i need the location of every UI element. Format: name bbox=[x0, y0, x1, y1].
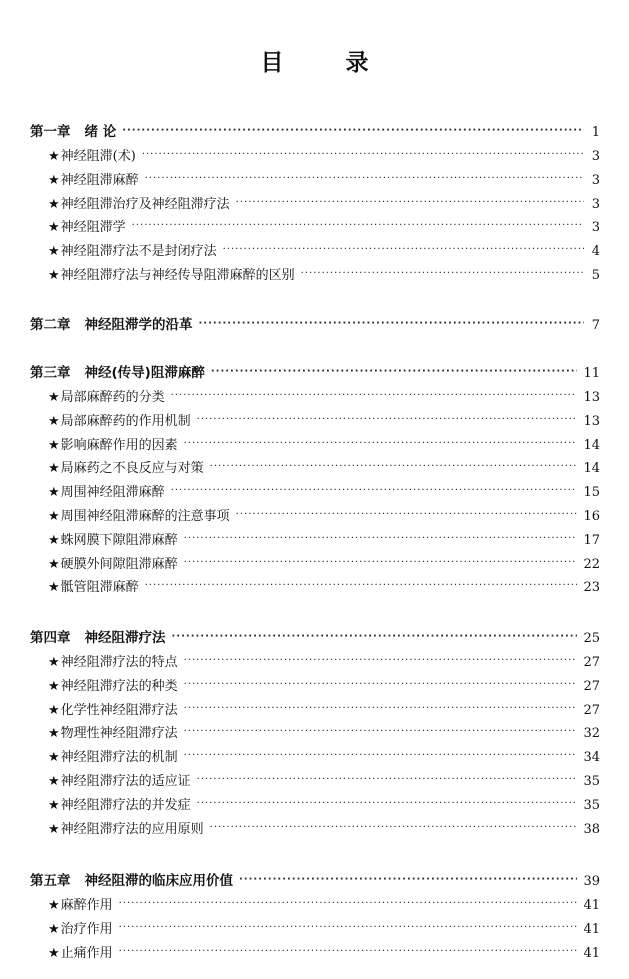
toc-chapter-row[interactable] bbox=[30, 626, 600, 646]
star-icon: ★ bbox=[48, 220, 60, 236]
entry-title: 周围神经阻滞麻醉的注意事项 bbox=[60, 509, 230, 524]
entry-title: 神经阻滞疗法与神经传导阻滞麻醉的区别 bbox=[60, 268, 295, 283]
leader-dots bbox=[210, 462, 578, 472]
entry-label bbox=[48, 145, 136, 164]
entry-label bbox=[48, 675, 178, 694]
toc-chapter-row[interactable] bbox=[30, 313, 600, 333]
toc-entry-row[interactable] bbox=[48, 239, 600, 259]
entry-page-number: 3 bbox=[591, 172, 600, 188]
toc-entry-row[interactable] bbox=[48, 215, 600, 235]
star-icon: ★ bbox=[48, 485, 60, 501]
entry-label bbox=[48, 410, 191, 429]
star-icon: ★ bbox=[48, 702, 60, 718]
entry-label bbox=[48, 576, 139, 595]
entry-label bbox=[48, 457, 204, 476]
toc-entry-row[interactable] bbox=[48, 552, 600, 572]
entry-page-number: 14 bbox=[583, 461, 600, 477]
entry-label bbox=[48, 651, 178, 670]
chapter-page-number: 39 bbox=[583, 874, 600, 889]
leader-dots bbox=[184, 751, 578, 761]
toc-entry-row[interactable] bbox=[48, 528, 600, 548]
entry-page-number: 23 bbox=[583, 580, 600, 596]
leader-dots bbox=[184, 534, 578, 544]
toc-entry-row[interactable] bbox=[48, 168, 600, 188]
leader-dots bbox=[184, 704, 578, 714]
chapter-number: 第二章 bbox=[30, 317, 71, 333]
leader-dots bbox=[119, 899, 578, 909]
leader-dots bbox=[145, 174, 584, 184]
title-char-2: 录 bbox=[345, 50, 369, 76]
toc-entry-row[interactable] bbox=[48, 674, 600, 694]
entry-page-number: 14 bbox=[583, 437, 600, 453]
entry-label bbox=[48, 505, 230, 524]
leader-dots bbox=[236, 198, 584, 208]
leader-dots bbox=[119, 947, 578, 957]
entry-label bbox=[48, 918, 113, 937]
leader-dots bbox=[184, 558, 578, 568]
entry-label bbox=[48, 193, 230, 212]
entry-label bbox=[48, 481, 165, 500]
toc-entry-row[interactable] bbox=[48, 144, 600, 164]
leader-dots bbox=[145, 581, 578, 591]
toc-entry-row[interactable] bbox=[48, 409, 600, 429]
star-icon: ★ bbox=[48, 196, 60, 212]
chapter-label bbox=[30, 361, 205, 381]
entry-label bbox=[48, 434, 178, 453]
entry-label bbox=[48, 818, 204, 837]
star-icon: ★ bbox=[48, 750, 60, 766]
leader-dots bbox=[236, 510, 578, 520]
toc-entry-row[interactable] bbox=[48, 917, 600, 937]
toc-entry-row[interactable] bbox=[48, 650, 600, 670]
chapter-title: 神经阻滞学的沿革 bbox=[84, 317, 193, 333]
star-icon: ★ bbox=[48, 580, 60, 596]
entry-label bbox=[48, 216, 126, 235]
chapter-label bbox=[30, 120, 116, 140]
entry-label bbox=[48, 894, 113, 913]
star-icon: ★ bbox=[48, 413, 60, 429]
star-icon: ★ bbox=[48, 655, 60, 670]
entry-title: 局部麻醉药的分类 bbox=[60, 390, 165, 405]
star-icon: ★ bbox=[48, 821, 60, 837]
toc-entry-row[interactable] bbox=[48, 893, 600, 913]
chapter-label bbox=[30, 626, 166, 646]
entry-label bbox=[48, 942, 113, 961]
entry-title: 止痛作用 bbox=[60, 945, 113, 961]
toc-entry-row[interactable] bbox=[48, 192, 600, 212]
entry-title: 神经阻滞疗法的适应证 bbox=[60, 774, 191, 789]
toc-entry-row[interactable] bbox=[48, 721, 600, 741]
leader-dots bbox=[172, 632, 578, 642]
chapter-number: 第四章 bbox=[30, 630, 71, 646]
entry-title: 神经阻滞疗法的种类 bbox=[60, 678, 178, 694]
star-icon: ★ bbox=[48, 797, 60, 813]
entry-page-number: 38 bbox=[583, 821, 600, 837]
toc-chapter-row[interactable] bbox=[30, 869, 600, 889]
leader-dots bbox=[171, 486, 578, 496]
leader-dots bbox=[210, 823, 578, 833]
entry-title: 神经阻滞治疗及神经阻滞疗法 bbox=[60, 196, 230, 212]
star-icon: ★ bbox=[48, 509, 60, 524]
entry-title: 神经阻滞麻醉 bbox=[60, 172, 139, 188]
toc-chapter-row[interactable] bbox=[30, 120, 600, 140]
star-icon: ★ bbox=[48, 556, 60, 572]
leader-dots bbox=[184, 680, 578, 690]
entry-title: 神经阻滞疗法的应用原则 bbox=[60, 821, 204, 837]
entry-label bbox=[48, 529, 178, 548]
star-icon: ★ bbox=[48, 921, 60, 937]
entry-label bbox=[48, 264, 295, 283]
chapter-page-number: 25 bbox=[583, 631, 600, 646]
toc-entry-row[interactable] bbox=[48, 793, 600, 813]
entry-title: 周围神经阻滞麻醉 bbox=[60, 485, 165, 501]
leader-dots bbox=[199, 319, 585, 329]
leader-dots bbox=[122, 126, 584, 136]
entry-label bbox=[48, 770, 191, 789]
entry-title: 硬膜外间隙阻滞麻醉 bbox=[60, 556, 178, 572]
entry-title: 局部麻醉药的作用机制 bbox=[60, 413, 191, 429]
entry-title: 神经阻滞疗法的并发症 bbox=[60, 797, 191, 813]
toc-entry-row[interactable] bbox=[48, 941, 600, 961]
entry-page-number: 27 bbox=[583, 678, 600, 694]
star-icon: ★ bbox=[48, 678, 60, 694]
entry-title: 影响麻醉作用的因素 bbox=[60, 437, 178, 453]
entry-page-number: 27 bbox=[583, 655, 600, 670]
toc-entry-row[interactable] bbox=[48, 745, 600, 765]
star-icon: ★ bbox=[48, 461, 60, 477]
chapter-page-number: 11 bbox=[583, 366, 600, 381]
entry-title: 神经阻滞学 bbox=[60, 220, 126, 236]
entry-page-number: 3 bbox=[591, 149, 600, 164]
leader-dots bbox=[211, 367, 578, 377]
chapter-title: 神经阻滞疗法 bbox=[84, 630, 166, 646]
entry-label bbox=[48, 169, 139, 188]
star-icon: ★ bbox=[48, 532, 60, 548]
entry-page-number: 27 bbox=[583, 702, 600, 718]
entry-label bbox=[48, 240, 217, 259]
toc-entry-row[interactable] bbox=[48, 817, 600, 837]
entry-title: 化学性神经阻滞疗法 bbox=[60, 702, 178, 718]
entry-title: 物理性神经阻滞疗法 bbox=[60, 726, 178, 742]
entry-title: 局麻药之不良反应与对策 bbox=[60, 461, 204, 477]
page-title bbox=[0, 44, 629, 77]
entry-page-number: 15 bbox=[583, 485, 600, 501]
toc-entry-row[interactable] bbox=[48, 385, 600, 405]
entry-page-number: 13 bbox=[583, 390, 600, 405]
entry-title: 麻醉作用 bbox=[60, 898, 113, 913]
chapter-page-number: 7 bbox=[591, 318, 600, 333]
leader-dots bbox=[132, 221, 584, 231]
star-icon: ★ bbox=[48, 172, 60, 188]
chapter-number: 第三章 bbox=[30, 365, 71, 381]
entry-page-number: 22 bbox=[583, 556, 600, 572]
entry-title: 治疗作用 bbox=[60, 921, 113, 937]
entry-page-number: 5 bbox=[591, 268, 600, 283]
leader-dots bbox=[301, 269, 584, 279]
entry-page-number: 35 bbox=[583, 797, 600, 813]
toc-entry-row[interactable] bbox=[48, 456, 600, 476]
chapter-number: 第五章 bbox=[30, 873, 71, 889]
star-icon: ★ bbox=[48, 898, 60, 913]
entry-page-number: 34 bbox=[583, 750, 600, 766]
entry-page-number: 35 bbox=[583, 774, 600, 789]
toc-chapter-row[interactable] bbox=[30, 361, 600, 381]
toc-entry-row[interactable] bbox=[48, 433, 600, 453]
star-icon: ★ bbox=[48, 244, 60, 260]
leader-dots bbox=[142, 150, 584, 160]
entry-page-number: 3 bbox=[591, 220, 600, 236]
toc-entry-row[interactable] bbox=[48, 698, 600, 718]
entry-label bbox=[48, 794, 191, 813]
leader-dots bbox=[184, 439, 578, 449]
entry-title: 蛛网膜下隙阻滞麻醉 bbox=[60, 532, 178, 548]
toc-entry-row[interactable] bbox=[48, 263, 600, 283]
toc-entry-row[interactable] bbox=[48, 769, 600, 789]
entry-title: 神经阻滞疗法的特点 bbox=[60, 655, 178, 670]
leader-dots bbox=[171, 391, 578, 401]
star-icon: ★ bbox=[48, 268, 60, 283]
entry-page-number: 17 bbox=[583, 532, 600, 548]
entry-label bbox=[48, 553, 178, 572]
leader-dots bbox=[197, 775, 578, 785]
entry-page-number: 3 bbox=[591, 196, 600, 212]
chapter-label bbox=[30, 869, 233, 889]
entry-page-number: 41 bbox=[583, 921, 600, 937]
leader-dots bbox=[197, 799, 578, 809]
star-icon: ★ bbox=[48, 945, 60, 961]
entry-page-number: 32 bbox=[583, 726, 600, 742]
chapter-label bbox=[30, 313, 193, 333]
chapter-title: 神经阻滞的临床应用价值 bbox=[84, 873, 233, 889]
entry-label bbox=[48, 722, 178, 741]
leader-dots bbox=[197, 415, 578, 425]
entry-title: 神经阻滞疗法不是封闭疗法 bbox=[60, 244, 217, 260]
chapter-page-number: 1 bbox=[591, 125, 600, 140]
entry-page-number: 41 bbox=[583, 945, 600, 961]
entry-page-number: 13 bbox=[583, 413, 600, 429]
toc-entry-row[interactable] bbox=[48, 480, 600, 500]
star-icon: ★ bbox=[48, 726, 60, 742]
title-char-1: 目 bbox=[260, 50, 284, 76]
toc-entry-row[interactable] bbox=[48, 504, 600, 524]
leader-dots bbox=[239, 875, 577, 885]
entry-title: 神经阻滞(术) bbox=[60, 149, 136, 164]
entry-page-number: 4 bbox=[591, 244, 600, 260]
entry-label bbox=[48, 699, 178, 718]
entry-title: 神经阻滞疗法的机制 bbox=[60, 750, 178, 766]
toc-entry-row[interactable] bbox=[48, 575, 600, 595]
star-icon: ★ bbox=[48, 437, 60, 453]
leader-dots bbox=[184, 727, 578, 737]
star-icon: ★ bbox=[48, 149, 60, 164]
entry-page-number: 41 bbox=[583, 898, 600, 913]
entry-label bbox=[48, 386, 165, 405]
leader-dots bbox=[119, 923, 578, 933]
entry-page-number: 16 bbox=[583, 509, 600, 524]
leader-dots bbox=[184, 656, 578, 666]
chapter-title: 神经(传导)阻滞麻醉 bbox=[84, 365, 205, 381]
star-icon: ★ bbox=[48, 390, 60, 405]
chapter-number: 第一章 bbox=[30, 124, 71, 140]
entry-title: 骶管阻滞麻醉 bbox=[60, 580, 139, 596]
entry-label bbox=[48, 746, 178, 765]
star-icon: ★ bbox=[48, 774, 60, 789]
chapter-title: 绪 论 bbox=[84, 124, 117, 140]
leader-dots bbox=[223, 245, 584, 255]
